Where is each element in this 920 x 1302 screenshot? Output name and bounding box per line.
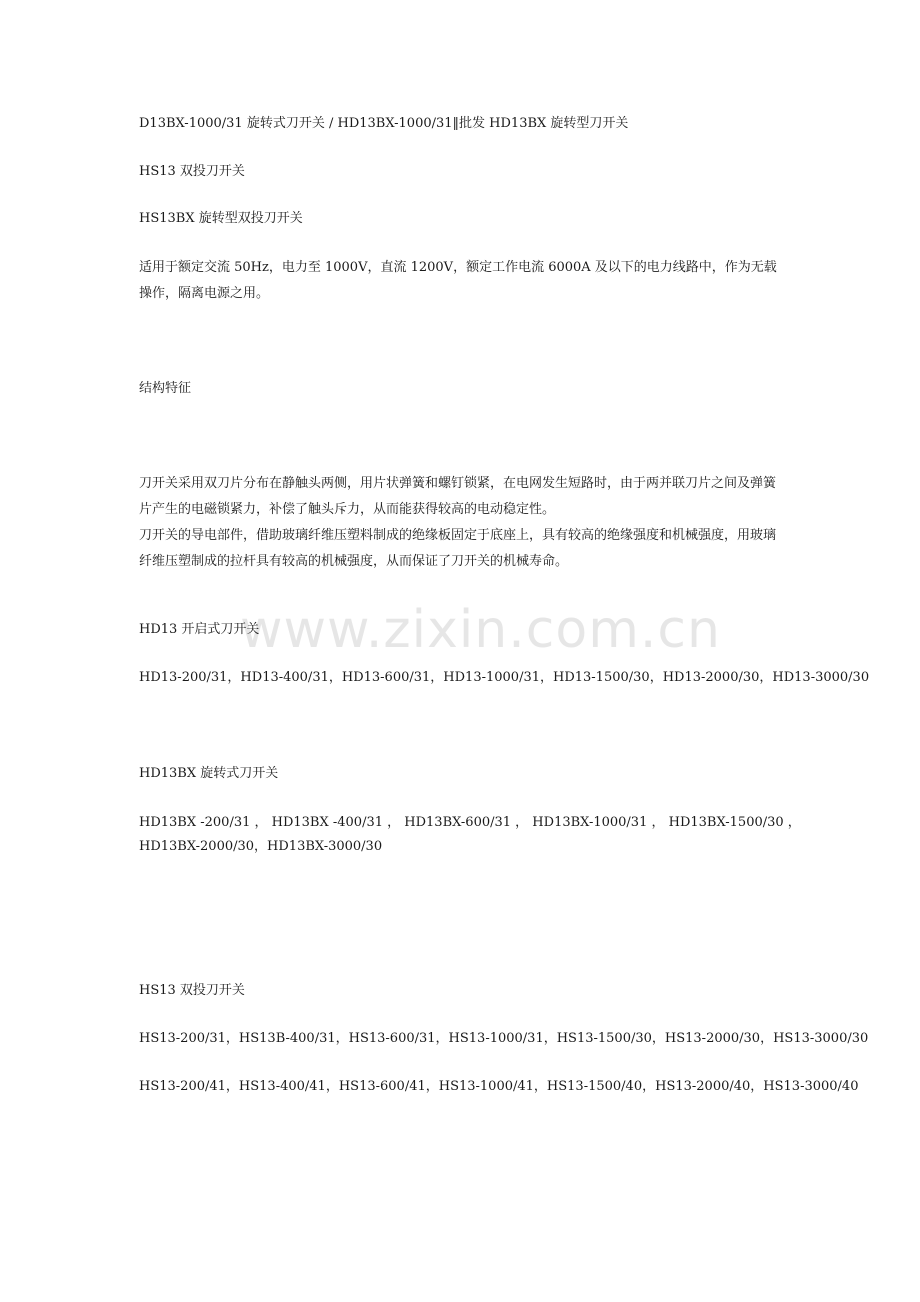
structure-heading: 结构特征 (139, 381, 192, 396)
document-title-line: D13BX-1000/31 旋转式刀开关 / HD13BX-1000/31‖批发 HD13BX 旋转型刀开关 (139, 116, 629, 131)
hs13-model-list-31: HS13-200/31，HS13B-400/31，HS13-600/31，HS13-1000/31，HS13-1500/30，HS13-2000/30，HS13-3000/30 (139, 1031, 869, 1046)
hd13bx-heading: HD13BX 旋转式刀开关 (139, 766, 279, 781)
hs13bx-heading: HS13BX 旋转型双投刀开关 (139, 211, 303, 226)
application-paragraph: 适用于额定交流 50Hz，电力至 1000V，直流 1200V，额定工作电流 6000A 及以下的电力线路中，作为无载操作，隔离电源之用。 (139, 260, 777, 301)
hs13-heading-repeat: HS13 双投刀开关 (139, 983, 245, 998)
structure-paragraph-1: 刀开关采用双刀片分布在静触头两侧，用片状弹簧和螺钉锁紧，在电网发生短路时，由于两并联刀片之间及弹簧片产生的电磁锁紧力，补偿了触头斥力，从而能获得较高的电动稳定性。 (139, 476, 777, 517)
hd13bx-model-list-line-1: HD13BX -200/31 ， HD13BX -400/31 ， HD13BX-600/31 ， HD13BX-1000/31 ， HD13BX-1500/30 ， (139, 815, 801, 830)
hs13-heading: HS13 双投刀开关 (139, 164, 245, 179)
structure-paragraph-2: 刀开关的导电部件，借助玻璃纤维压塑料制成的绝缘板固定于底座上，具有较高的绝缘强度和机械强度，用玻璃纤维压塑制成的拉杆具有较高的机械强度，从而保证了刀开关的机械寿命。 (139, 528, 777, 569)
hd13-model-list: HD13-200/31，HD13-400/31，HD13-600/31，HD13-1000/31，HD13-1500/30，HD13-2000/30，HD13-3000/30 (139, 670, 870, 685)
watermark: www.zixin.com.cn (240, 600, 721, 660)
hs13-model-list-41: HS13-200/41，HS13-400/41，HS13-600/41，HS13-1000/41，HS13-1500/40，HS13-2000/40，HS13-3000/40 (139, 1079, 859, 1094)
hd13-heading: HD13 开启式刀开关 (139, 622, 260, 637)
hd13bx-model-list-line-2: HD13BX-2000/30，HD13BX-3000/30 (139, 839, 383, 854)
